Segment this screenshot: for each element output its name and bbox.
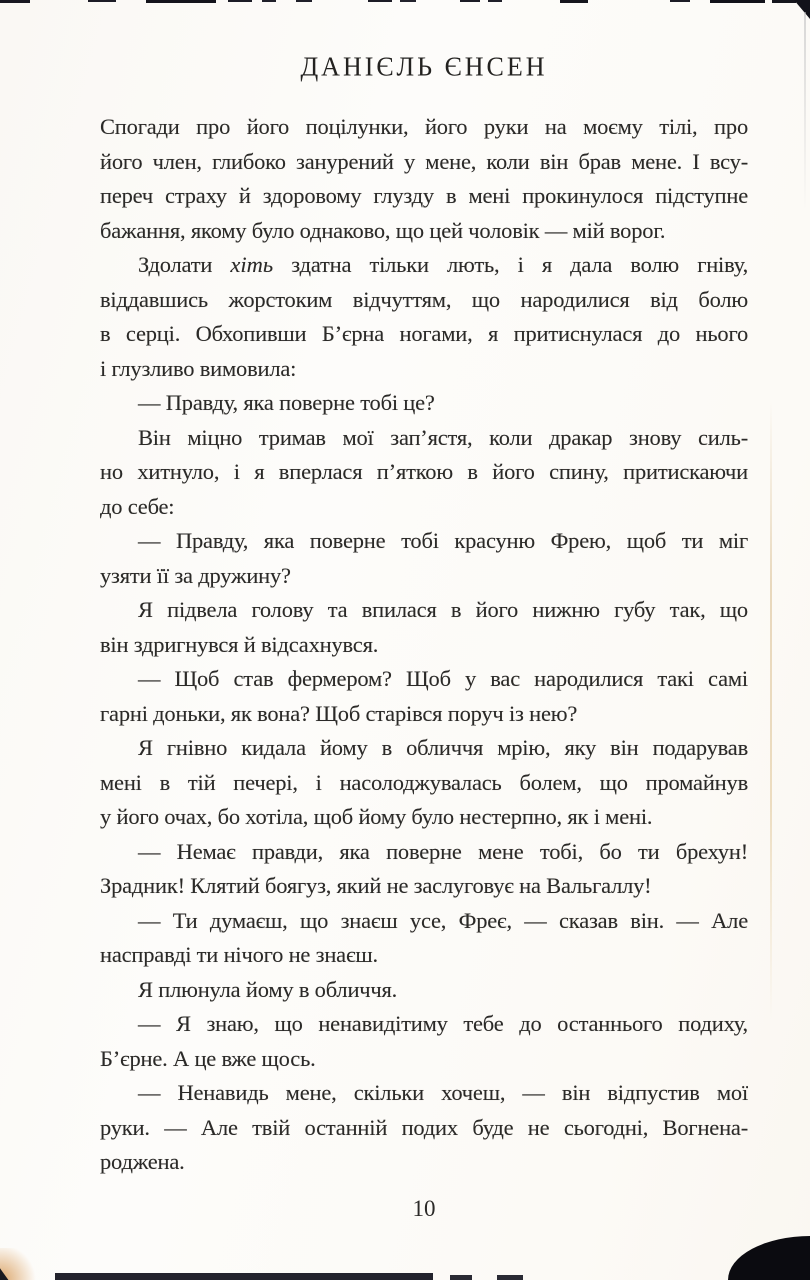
paragraph — [100, 1076, 748, 1180]
text-line: — Ти думаєш, що знаєш усе, Фреє, — сказав він. — Але — [138, 907, 748, 933]
paragraph — [100, 731, 748, 835]
text-line: гарні доньки, як вона? Щоб старівся поруч із нею? — [100, 700, 578, 726]
text-line: узяти її за дружину? — [100, 562, 291, 588]
paragraph — [100, 593, 748, 662]
text-line: Б’єрне. А це вже щось. — [100, 1045, 316, 1071]
text-line: його член, глибоко занурений у мене, коли він брав мене. І всу- — [100, 148, 748, 174]
text-line: мені в тій печері, і насолоджувалась болем, що промайнув — [100, 769, 748, 795]
text-line: — Немає правди, яка поверне мене тобі, бо ти брехун! — [138, 838, 748, 864]
paragraph — [100, 904, 748, 973]
page-number: 10 — [412, 1196, 436, 1221]
paragraph — [100, 1007, 748, 1076]
text-line: Він міцно тримав мої зап’ястя, коли дракар знову силь- — [138, 424, 748, 450]
text-line: роджена. — [100, 1149, 185, 1174]
text-line: і глузливо вимовила: — [100, 355, 297, 381]
scan-artifact-right-edge-line — [804, 12, 806, 212]
text-line: до себе: — [100, 493, 175, 519]
text-line: Я підвела голову та впилася в його нижню губу так, що — [138, 597, 748, 622]
scan-artifact-top-edge — [0, 0, 810, 4]
scan-artifact-bottom-edge — [0, 1271, 810, 1280]
text-block — [100, 110, 748, 1180]
paragraph — [100, 973, 748, 1008]
text-line: Зрадник! Клятий боягуз, який не заслуговує на Вальгаллу! — [100, 873, 652, 898]
text-line: но хитнуло, і я вперлася п’яткою в його спину, притискаючи — [100, 459, 748, 484]
text-line: — Правду, яка поверне тобі красуню Фрею, щоб ти міг — [138, 528, 748, 553]
paragraph — [100, 386, 748, 421]
text-line: — Ненавидь мене, скільки хочеш, — він відпустив мої — [138, 1080, 748, 1105]
scan-artifact-bottom-left-glow — [0, 1248, 38, 1280]
running-header-author: ДАНІЄЛЬ ЄНСЕН — [300, 51, 548, 82]
paragraph — [100, 421, 748, 525]
text-line: у його очах, бо хотіла, щоб йому було нестерпно, як і мені. — [100, 804, 653, 829]
text-line: в серці. Обхопивши Б’єрна ногами, я притиснулася до нього — [100, 321, 748, 346]
text-line: Я гнівно кидала йому в обличчя мрію, яку він подарував — [138, 735, 748, 760]
text-line: насправді ти нічого не знаєш. — [100, 942, 378, 967]
paragraph — [100, 524, 748, 593]
text-line: — Правду, яка поверне тобі це? — [138, 390, 435, 415]
paragraph — [100, 835, 748, 904]
text-line: бажання, якому було однаково, що цей чоловік — мій ворог. — [100, 217, 666, 243]
text-line: віддавшись жорстоким відчуттям, що народилися від болю — [100, 286, 748, 312]
paragraph — [100, 662, 748, 731]
text-line: Спогади про його поцілунки, його руки на моєму тілі, про — [100, 114, 748, 139]
scan-artifact-top-right-corner — [794, 0, 810, 19]
paragraph — [100, 248, 748, 386]
text-line: він здригнувся й відсахнувся. — [100, 631, 379, 657]
text-line: Я плюнула йому в обличчя. — [138, 976, 398, 1002]
text-line: — Я знаю, що ненавидітиму тебе до останнього подиху, — [138, 1011, 748, 1036]
text-line: руки. — Але твій останній подих буде не сьогодні, Вогнена- — [100, 1114, 748, 1140]
text-line: переч страху й здоровому глузду в мені прокинулося підступне — [100, 183, 748, 208]
page-crease-line — [770, 400, 772, 1020]
text-line: — Щоб став фермером? Щоб у вас народилися такі самі — [138, 666, 748, 691]
text-line: Здолати хіть здатна тільки лють, і я дала волю гніву, — [138, 252, 748, 277]
paragraph — [100, 110, 748, 248]
